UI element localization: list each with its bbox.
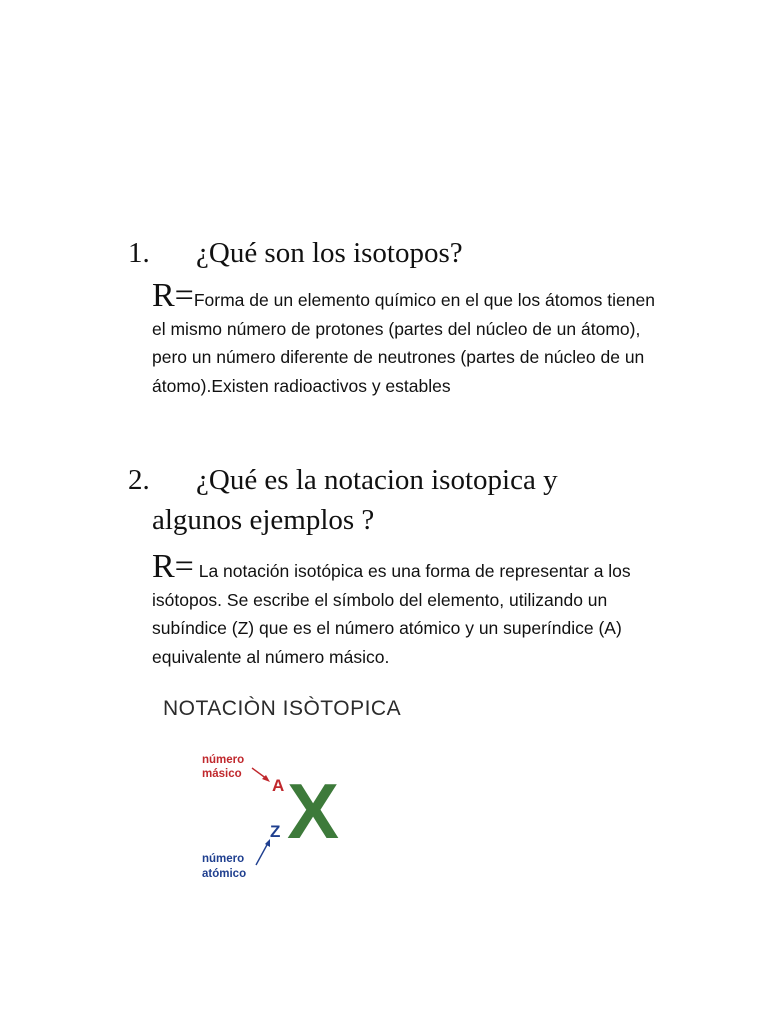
question-2-text-line2: algunos ejemplos ? (152, 504, 375, 536)
isotopic-notation-diagram (190, 745, 360, 885)
question-2 (128, 460, 558, 540)
question-2-number: 2. (128, 464, 150, 496)
question-2-text-line1: ¿Qué es la notacion isotopica y (196, 464, 558, 496)
answer-2-text: La notación isotópica es una forma de representar a los isótopos. Se escribe el símbolo del elemento, utilizando un subíndice (Z) que es el número atómico y un superíndice (A) equivalente al número másico. (152, 561, 631, 667)
atomic-number-subscript: Z (270, 822, 281, 841)
question-1 (128, 233, 463, 273)
atomic-number-label-line2: atómico (202, 868, 247, 880)
answer-2-prefix: R= (152, 548, 194, 585)
isotopic-notation-figure (190, 745, 360, 885)
mass-number-label-line1: número (202, 754, 245, 766)
question-1-text: ¿Qué son los isotopos? (196, 237, 463, 269)
mass-number-label-line2: másico (202, 768, 242, 780)
atomic-number-label-line1: número (202, 853, 245, 865)
answer-2 (152, 548, 672, 671)
mass-number-superscript: A (272, 776, 285, 795)
element-symbol: X (287, 767, 340, 855)
figure-title: NOTACIÒN ISÒTOPICA (163, 697, 402, 720)
answer-1 (152, 277, 672, 400)
answer-1-text: Forma de un elemento químico en el que los átomos tienen el mismo número de protones (partes del núcleo de un átomo), pero un número diferente de neutrones (partes de núcleo de un átomo).Existen radioactivos y estables (152, 290, 655, 396)
atomic-number-arrow (256, 843, 268, 865)
question-1-number: 1. (128, 237, 150, 269)
answer-1-prefix: R= (152, 277, 194, 314)
